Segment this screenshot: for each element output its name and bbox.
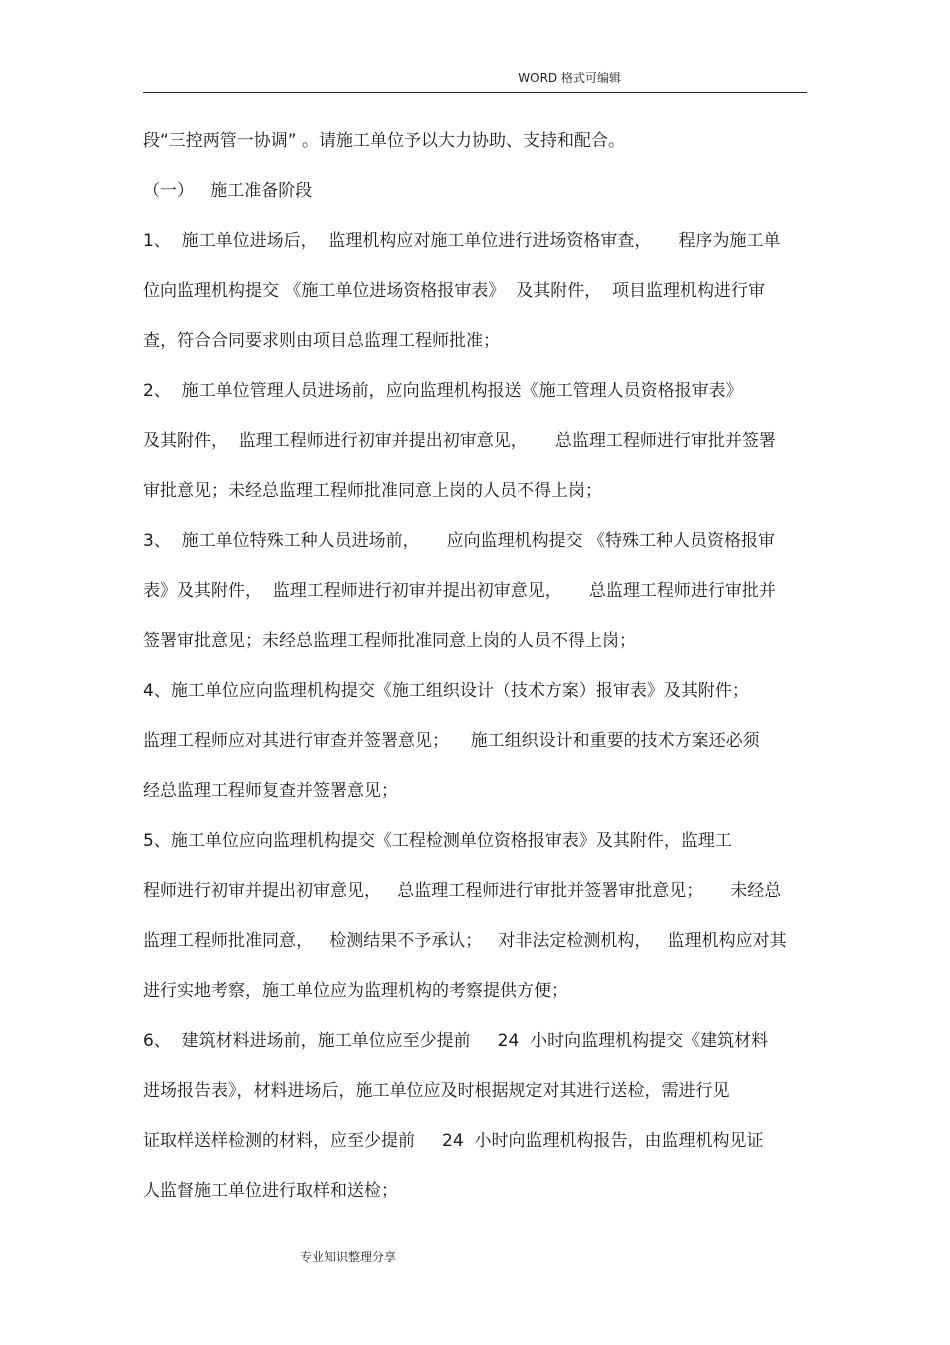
- text-line: 及其附件， 监理工程师进行初审并提出初审意见， 总监理工程师进行审批并签署: [143, 431, 776, 451]
- section-heading: （一） 施工准备阶段: [143, 181, 313, 201]
- text-line: 表》及其附件， 监理工程师进行初审并提出初审意见， 总监理工程师进行审批并: [143, 581, 776, 601]
- text-line: 6、 建筑材料进场前，施工单位应至少提前 24 小时向监理机构提交《建筑材料: [143, 1031, 769, 1051]
- text-line: 段“三控两管一协调” 。请施工单位予以大力协助、支持和配合。: [143, 131, 626, 151]
- text-line: 5、施工单位应向监理机构提交《工程检测单位资格报审表》及其附件，监理工: [143, 831, 732, 851]
- text-line: 位向监理机构提交 《施工单位进场资格报审表》 及其附件， 项目监理机构进行审: [143, 281, 766, 301]
- text-line: 进行实地考察，施工单位应为监理机构的考察提供方便；: [143, 981, 568, 1001]
- text-line: 人监督施工单位进行取样和送检；: [143, 1181, 398, 1201]
- text-line: 监理工程师应对其进行审查并签署意见； 施工组织设计和重要的技术方案还必须: [143, 731, 760, 751]
- page-footer: 专业知识整理分享: [300, 1250, 397, 1264]
- text-line: 证取样送样检测的材料，应至少提前 24 小时向监理机构报告，由监理机构见证: [143, 1131, 764, 1151]
- text-line: 1、 施工单位进场后， 监理机构应对施工单位进行进场资格审查， 程序为施工单: [143, 231, 781, 251]
- text-line: 3、 施工单位特殊工种人员进场前， 应向监理机构提交 《特殊工种人员资格报审: [143, 531, 776, 551]
- text-line: 查，符合合同要求则由项目总监理工程师批准；: [143, 331, 500, 351]
- text-line: 经总监理工程师复查并签署意见；: [143, 781, 398, 801]
- page-header: [143, 70, 807, 93]
- text-line: 签署审批意见；未经总监理工程师批准同意上岗的人员不得上岗；: [143, 631, 636, 651]
- text-line: 审批意见；未经总监理工程师批准同意上岗的人员不得上岗；: [143, 481, 602, 501]
- text-line: 2、 施工单位管理人员进场前，应向监理机构报送《施工管理人员资格报审表》: [143, 381, 743, 401]
- text-line: 4、施工单位应向监理机构提交《施工组织设计（技术方案）报审表》及其附件；: [143, 681, 749, 701]
- document-body: [143, 126, 807, 1226]
- header-text: WORD 格式可编辑: [518, 71, 621, 85]
- text-line: 进场报告表》，材料进场后，施工单位应及时根据规定对其进行送检，需进行见: [143, 1081, 730, 1101]
- text-line: 监理工程师批准同意， 检测结果不予承认； 对非法定检测机构， 监理机构应对其: [143, 931, 787, 951]
- text-line: 程师进行初审并提出初审意见， 总监理工程师进行审批并签署审批意见； 未经总: [143, 881, 782, 901]
